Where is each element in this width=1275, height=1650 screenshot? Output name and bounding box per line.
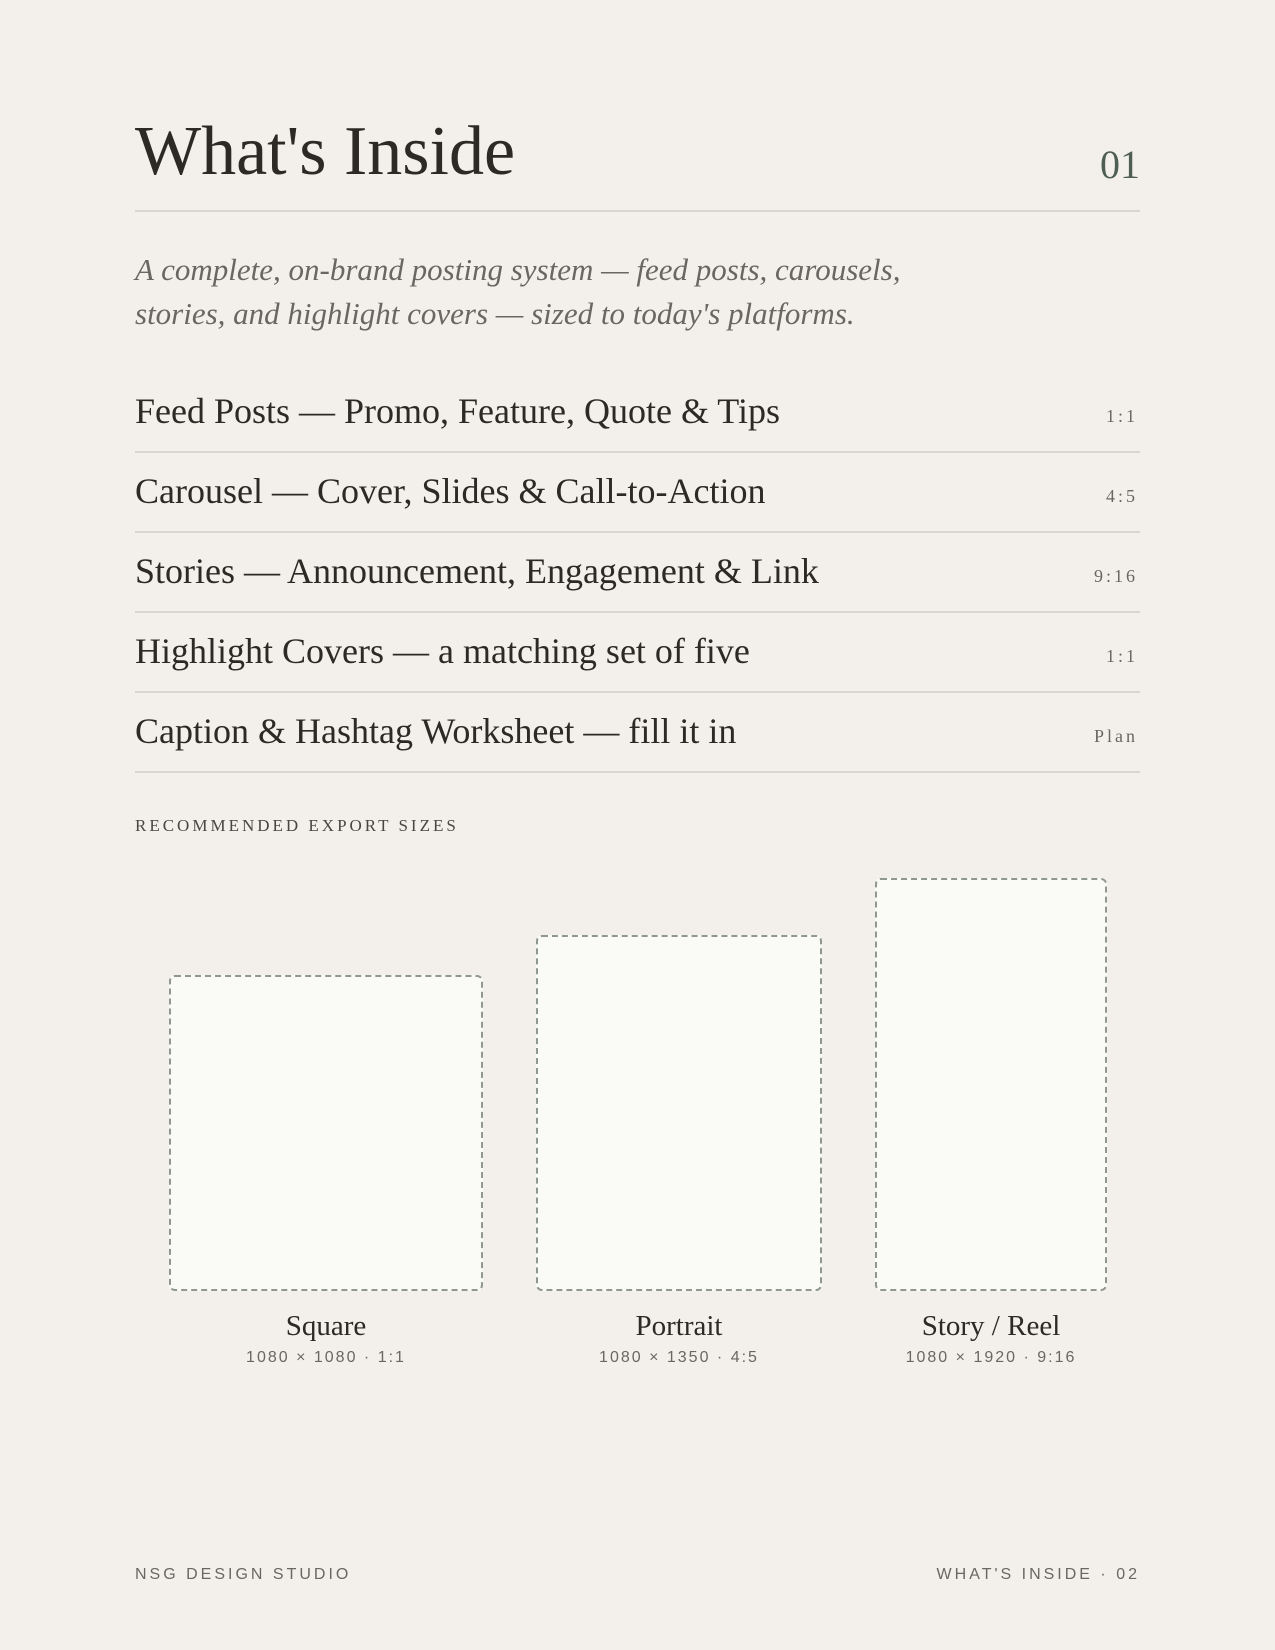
intro-text: A complete, on-brand posting system — feed posts, carousels, stories, and highlight covers — sized to today's platforms. <box>135 252 901 331</box>
section-number: 01 <box>1100 142 1140 187</box>
list-item-ratio: 9:16 <box>1093 566 1138 586</box>
list-item <box>135 453 1140 533</box>
footer-studio-name: NSG DESIGN STUDIO <box>135 1566 352 1583</box>
page-title: What's Inside <box>135 113 516 190</box>
portrait-label: Portrait <box>635 1310 723 1342</box>
list-item-ratio: Plan <box>1093 726 1138 746</box>
square-label: Square <box>285 1310 367 1342</box>
list-item-ratio: 1:1 <box>1105 406 1138 426</box>
square-frame <box>169 975 483 1291</box>
list-item-label: Stories — Announcement, Engagement & Link <box>135 551 819 591</box>
story-reel-label: Story / Reel <box>921 1310 1061 1342</box>
export-sizes-heading: RECOMMENDED EXPORT SIZES <box>135 816 459 835</box>
list-item-label: Feed Posts — Promo, Feature, Quote & Tips <box>135 391 781 431</box>
story-reel-spec: 1080 × 1920 · 9:16 <box>905 1349 1077 1366</box>
list-item-ratio: 4:5 <box>1105 486 1138 506</box>
list-item <box>135 373 1140 453</box>
list-item-ratio: 1:1 <box>1105 646 1138 666</box>
portrait-spec: 1080 × 1350 · 4:5 <box>599 1349 759 1366</box>
list-item <box>135 613 1140 693</box>
footer-page-label: WHAT'S INSIDE · 02 <box>936 1566 1140 1583</box>
square-spec: 1080 × 1080 · 1:1 <box>246 1349 406 1366</box>
story-reel-frame <box>875 878 1107 1291</box>
list-item-label: Highlight Covers — a matching set of five <box>135 631 750 671</box>
list-item-label: Carousel — Cover, Slides & Call-to-Action <box>135 471 766 511</box>
contents-list <box>135 373 1140 773</box>
list-item-label: Caption & Hashtag Worksheet — fill it in <box>135 711 737 751</box>
page-header <box>135 112 1140 212</box>
list-item <box>135 533 1140 613</box>
portrait-frame <box>536 935 822 1291</box>
list-item <box>135 693 1140 773</box>
